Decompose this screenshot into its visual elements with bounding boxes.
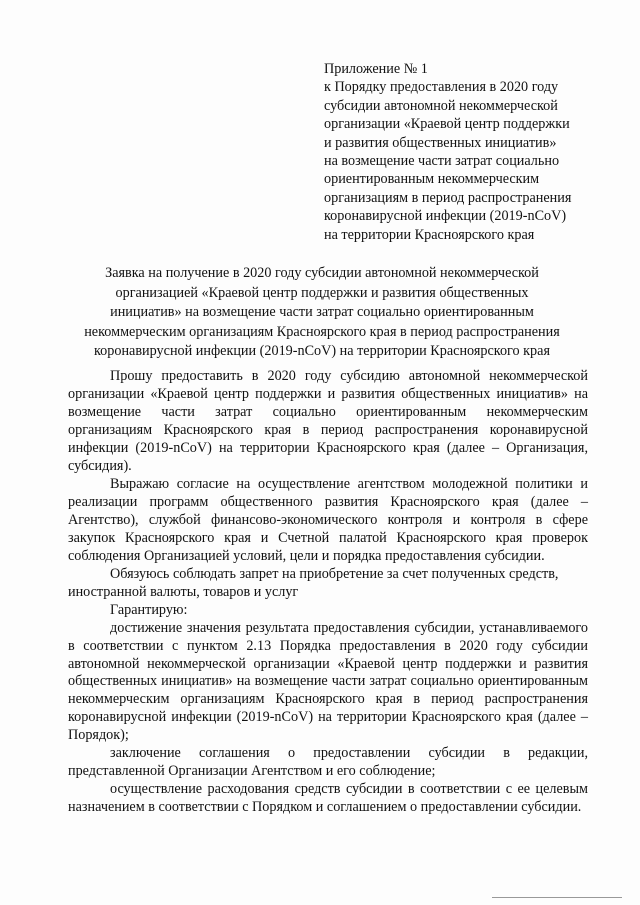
paragraph-consent: Выражаю согласие на осуществление агентством молодежной политики и реализации программ общественного развития Красноярского края (далее – Агентство), службой финансово-экономического контроля и контроля в сфере закупок Красноярского края и Счетной палатой Красноярского края проверок соблюдения Организацией условий, цели и порядка предоставления субсидии. (68, 476, 588, 565)
paragraph-request: Прошу предоставить в 2020 году субсидию автономной некоммерческой организации «Краевой центр поддержки и развития общественных инициатив» на возмещение части затрат социально ориентированным некоммерческим организациям Красноярского края в период распространения коронавирусной инфекции (2019-nCoV) на территории Красноярского края (далее – Организация, субсидия). (68, 368, 588, 474)
document-body (68, 368, 588, 817)
title-line: Заявка на получение в 2020 году субсидии автономной некоммерческой (105, 265, 539, 281)
appendix-line: ориентированным некоммерческим (324, 171, 540, 188)
document-title (58, 264, 586, 362)
appendix-line: на возмещение части затрат социально (324, 153, 560, 170)
scan-edge-line (492, 897, 622, 898)
appendix-line: организации «Краевой центр поддержки (324, 116, 570, 133)
appendix-line: Приложение № 1 (324, 61, 428, 77)
paragraph-guarantee-result: достижение значения результата предоставления субсидии, устанавливаемого в соответствии с пунктом 2.13 Порядка предоставления в 2020 году субсидии автономной некоммерческой организации «Краевой центр поддержки и развития общественных инициатив» на возмещение части затрат социально ориентированным некоммерческим организациям Красноярского края в период распространения коронавирусной инфекции (2019-nCoV) на территории Красноярского края (далее – Порядок); (68, 619, 588, 744)
appendix-line: организациям в период распространения (324, 189, 572, 206)
paragraph-obligation: Обязуюсь соблюдать запрет на приобретение за счет полученных средств, иностранной валюты, товаров и услуг (68, 565, 559, 600)
appendix-line: субсидии автономной некоммерческой (324, 97, 558, 114)
paragraph-guarantee-agreement: заключение соглашения о предоставлении субсидии в редакции, представленной Организации Агентством и его соблюдение; (68, 745, 588, 779)
title-line: некоммерческим организациям Красноярского края в период распространения (84, 323, 560, 340)
title-line: инициатив» на возмещение части затрат социально ориентированным (110, 304, 534, 321)
paragraph-guarantee-spending: осуществление расходования средств субсидии в соответствии с ее целевым назначением в соответствии с Порядком и соглашением о предоставлении субсидии. (68, 780, 588, 815)
title-line: организацией «Краевой центр поддержки и развития общественных (115, 284, 529, 301)
title-line: коронавирусной инфекции (2019-nCoV) на территории Красноярского края (94, 343, 550, 360)
appendix-line: на территории Красноярского края (324, 226, 535, 243)
appendix-header (324, 60, 624, 244)
paragraph-guarantee-heading: Гарантирую: (110, 601, 188, 618)
appendix-line: и развития общественных инициатив» (324, 134, 557, 151)
appendix-line: коронавирусной инфекции (2019-nCoV) (324, 208, 567, 225)
appendix-line: к Порядку предоставления в 2020 году (324, 79, 559, 96)
